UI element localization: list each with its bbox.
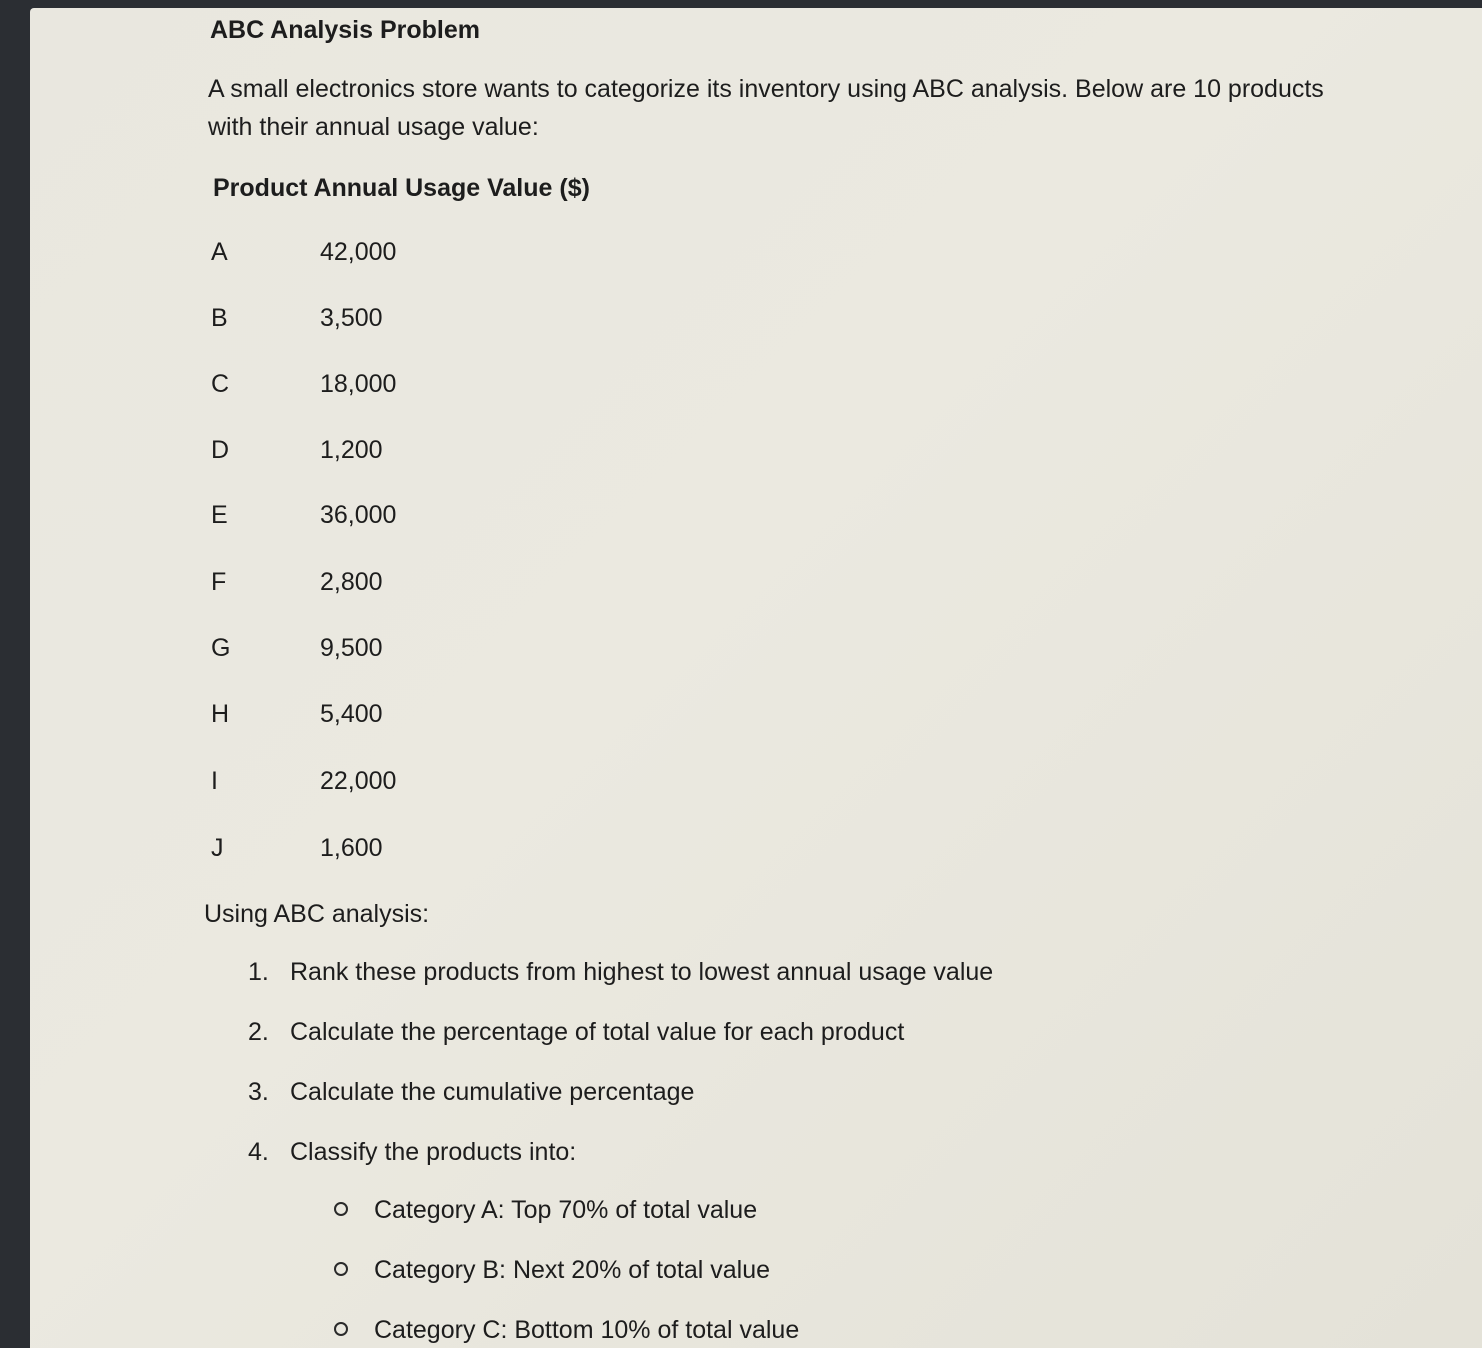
usage-value: 1,600 [320, 834, 383, 862]
category-item [334, 1196, 757, 1225]
table-row [208, 568, 608, 608]
problem-title: ABC Analysis Problem [210, 16, 480, 44]
product-name: D [211, 436, 230, 464]
category-text: Category C: Bottom 10% of total value [374, 1316, 800, 1344]
step-item [248, 1078, 694, 1107]
product-name: H [211, 700, 230, 728]
usage-value: 2,800 [320, 568, 383, 596]
step-text: Calculate the percentage of total value for each product [290, 1018, 905, 1046]
circle-bullet-icon [334, 1262, 348, 1276]
step-item [248, 1018, 904, 1047]
product-name: I [211, 767, 218, 795]
category-item [334, 1316, 799, 1345]
step-number: 3. [248, 1078, 269, 1106]
circle-bullet-icon [334, 1322, 348, 1336]
category-text: Category A: Top 70% of total value [374, 1196, 758, 1224]
usage-value: 36,000 [320, 501, 397, 529]
table-header: Product Annual Usage Value ($) [213, 174, 590, 202]
table-row [208, 501, 608, 541]
usage-value: 22,000 [320, 767, 397, 795]
usage-value: 1,200 [320, 436, 383, 464]
product-name: B [211, 304, 228, 332]
usage-value: 18,000 [320, 370, 397, 398]
circle-bullet-icon [334, 1202, 348, 1216]
product-name: A [211, 238, 228, 266]
table-row [208, 370, 608, 410]
table-row [208, 767, 608, 807]
step-text: Calculate the cumulative percentage [290, 1078, 695, 1106]
usage-value: 42,000 [320, 238, 397, 266]
step-number: 4. [248, 1138, 269, 1166]
table-row [208, 436, 608, 476]
table-row [208, 634, 608, 674]
product-name: C [211, 370, 230, 398]
category-text: Category B: Next 20% of total value [374, 1256, 771, 1284]
step-text: Rank these products from highest to lowest annual usage value [290, 958, 994, 986]
product-name: E [211, 501, 228, 529]
table-row [208, 834, 608, 874]
step-item [248, 1138, 576, 1167]
step-number: 2. [248, 1018, 269, 1046]
usage-value: 9,500 [320, 634, 383, 662]
table-row [208, 700, 608, 740]
step-text: Classify the products into: [290, 1138, 577, 1166]
product-name: J [211, 834, 224, 862]
step-item [248, 958, 993, 987]
table-row [208, 304, 608, 344]
instructions-label: Using ABC analysis: [204, 900, 430, 928]
usage-value: 5,400 [320, 700, 383, 728]
product-name: G [211, 634, 231, 662]
category-item [334, 1256, 770, 1285]
document-screen [30, 8, 1482, 1348]
step-number: 1. [248, 958, 269, 986]
table-row [208, 238, 608, 278]
usage-value: 3,500 [320, 304, 383, 332]
product-name: F [211, 568, 227, 596]
problem-intro: A small electronics store wants to categorize its inventory using ABC analysis. Below are 10 products with their annual usage value: [208, 75, 1324, 141]
